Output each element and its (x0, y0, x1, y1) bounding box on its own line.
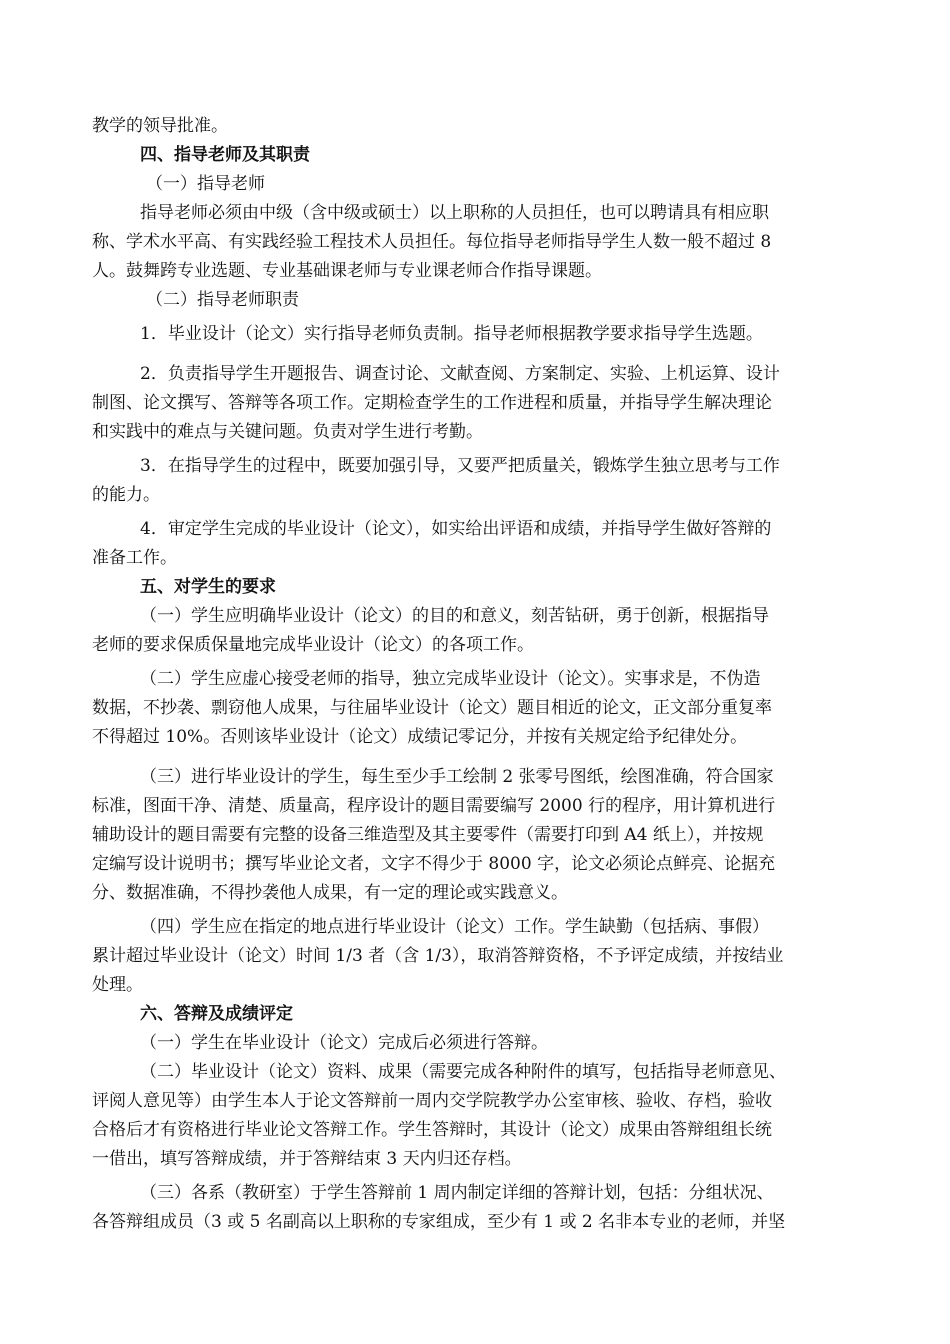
text-line: 标准，图面干净、清楚、质量高，程序设计的题目需要编写 2000 行的程序，用计算机进行 (92, 796, 776, 816)
section-heading-defense-grading: 六、答辩及成绩评定 (140, 1004, 293, 1024)
text-line: 分、数据准确，不得抄袭他人成果，有一定的理论或实践意义。 (92, 883, 568, 903)
paragraph-student-2 (92, 665, 862, 752)
section-heading-advisors: 四、指导老师及其职责 (140, 145, 310, 165)
section-heading-student-requirements: 五、对学生的要求 (140, 577, 276, 597)
text-line: （三）进行毕业设计的学生，每生至少手工绘制 2 张零号图纸，绘图准确，符合国家 (140, 767, 774, 787)
subsection-heading-advisor: （一）指导老师 (146, 174, 265, 194)
text-line: 制图、论文撰写、答辩等各项工作。定期检查学生的工作进程和质量，并指导学生解决理论 (92, 393, 772, 413)
text-line: 称、学术水平高、有实践经验工程技术人员担任。每位指导老师指导学生人数一般不超过 8 (92, 232, 772, 252)
paragraph-advisor-qualification (92, 199, 862, 286)
paragraph-student-3 (92, 763, 862, 908)
text-line: 人。鼓舞跨专业选题、专业基础课老师与专业课老师合作指导课题。 (92, 261, 602, 281)
text-line: 评阅人意见等）由学生本人于论文答辩前一周内交学院教学办公室审核、验收、存档，验收 (92, 1091, 772, 1111)
paragraph-defense-3 (92, 1179, 862, 1237)
text-line: 定编写设计说明书；撰写毕业论文者，文字不得少于 8000 字，论文必须论点鲜亮、论据充 (92, 854, 776, 874)
paragraph-duty-3 (92, 452, 862, 510)
text-line: 辅助设计的题目需要有完整的设备三维造型及其主要零件（需要打印到 A4 纸上），并按规 (92, 825, 764, 845)
text-line: 准备工作。 (92, 548, 177, 568)
paragraph-student-1 (92, 602, 862, 660)
text-line: 处理。 (92, 975, 143, 995)
text-line: （一）学生应明确毕业设计（论文）的目的和意义，刻苦钻研，勇于创新，根据指导 (140, 606, 769, 626)
text-line: 累计超过毕业设计（论文）时间 1/3 者（含 1/3），取消答辩资格，不予评定成绩，并按结业 (92, 946, 784, 966)
text-line: 和实践中的难点与关键问题。负责对学生进行考勤。 (92, 422, 483, 442)
text-line: 的能力。 (92, 485, 160, 505)
text-line: 一借出，填写答辩成绩，并于答辩结束 3 天内归还存档。 (92, 1149, 522, 1169)
text-line: 老师的要求保质保量地完成毕业设计（论文）的各项工作。 (92, 635, 534, 655)
text-line: 各答辩组成员（3 或 5 名副高以上职称的专家组成，至少有 1 或 2 名非本专业的老师，并坚 (92, 1212, 786, 1232)
text-line: 数据，不抄袭、剽窃他人成果，与往届毕业设计（论文）题目相近的论文，正文部分重复率 (92, 698, 772, 718)
text-line: 指导老师必须由中级（含中级或硕士）以上职称的人员担任，也可以聘请具有相应职 (140, 203, 769, 223)
paragraph-duty-2 (92, 360, 862, 447)
text-line: 2．负责指导学生开题报告、调查讨论、文献查阅、方案制定、实验、上机运算、设计 (140, 364, 780, 384)
text-line: 合格后才有资格进行毕业论文答辩工作。学生答辩时，其设计（论文）成果由答辩组组长统 (92, 1120, 772, 1140)
text-line: （三）各系（教研室）于学生答辩前 1 周内制定详细的答辩计划，包括：分组状况、 (140, 1183, 774, 1203)
subsection-heading-advisor-duties: （二）指导老师职责 (146, 290, 299, 310)
text-line: 教学的领导批准。 (92, 116, 228, 136)
text-line: （四）学生应在指定的地点进行毕业设计（论文）工作。学生缺勤（包括病、事假） (140, 917, 769, 937)
text-line: 3．在指导学生的过程中，既要加强引导，又要严把质量关，锻炼学生独立思考与工作 (140, 456, 780, 476)
document-page (92, 112, 862, 1237)
text-line: 不得超过 10%。否则该毕业设计（论文）成绩记零记分，并按有关规定给予纪律处分。 (92, 727, 748, 747)
paragraph-defense-1 (92, 1029, 862, 1058)
text-line: （二）毕业设计（论文）资料、成果（需要完成各种附件的填写，包括指导老师意见、 (140, 1062, 786, 1082)
text-line: （一）学生在毕业设计（论文）完成后必须进行答辩。 (140, 1033, 548, 1053)
text-line: 1．毕业设计（论文）实行指导老师负责制。指导老师根据教学要求指导学生选题。 (140, 324, 763, 344)
paragraph-duty-1 (92, 320, 862, 349)
paragraph-approval (92, 112, 862, 141)
paragraph-student-4 (92, 913, 862, 1000)
paragraph-defense-2 (92, 1058, 862, 1174)
text-line: 4．审定学生完成的毕业设计（论文），如实给出评语和成绩，并指导学生做好答辩的 (140, 519, 772, 539)
paragraph-duty-4 (92, 515, 862, 573)
text-line: （二）学生应虚心接受老师的指导，独立完成毕业设计（论文）。实事求是，不伪造 (140, 669, 761, 689)
